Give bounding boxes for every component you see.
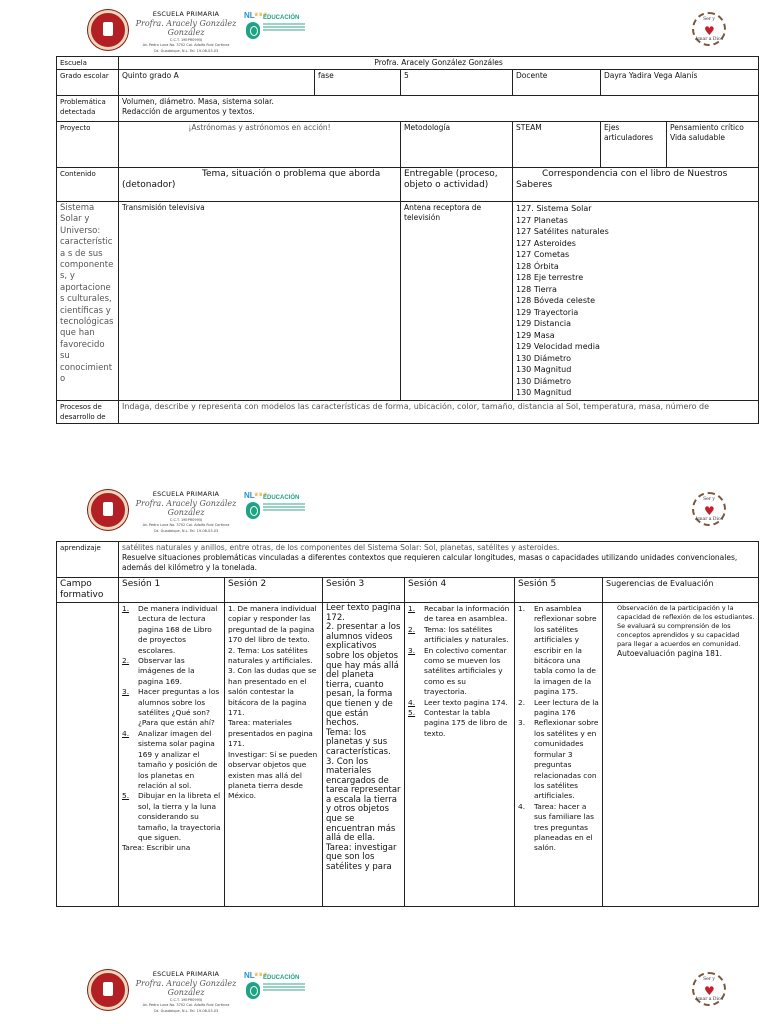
list-item: Tarea: materiales presentados en pagina 171. [228,718,313,749]
heart-icon: ♥ [704,24,715,38]
school-seal-icon [88,490,128,530]
nl-education-logo: NL ♛♛♛ EDUCACIÓN [244,971,308,1003]
entregable-header: Entregable (proceso, objeto o actividad) [401,168,513,202]
list-item: 5. Dibujar en la libreta el sol, la tierra y la luna considerando su tamaño, la trayectoria que siguen. [122,791,221,842]
school-letterhead: ESCUELA PRIMARIA Profra. Aracely González González C.C.T. 19EPR0995J Av. Pedro Luna No. 3702 Col. Adolfo Ruiz Cortinez Cd. Guadalupe, N.L. Tel. 19-08-03-03 [135,970,237,1013]
list-item: 129 Distancia [516,319,571,328]
list-item: 2. Leer lectura de la pagina 176 [518,697,599,718]
proyecto-value: ¡Astrónomas y astrónomos en acción! [119,122,401,168]
ser-amar-badge-icon: Ser y ♥ Amar a Dios [692,972,726,1006]
contenido-value: Sistema Solar y Universo: característica s de sus componente s, y aportaciones culturales, científicas y tecnológicas que han favorecido su conocimient o [57,202,119,401]
list-item: Tema: los planetas y sus características. [326,727,391,757]
list-item: 2. Tema: Los satélites naturales y artificiales. [228,645,313,666]
list-item: Leer texto pagina 172. [326,603,401,623]
metodologia-value: STEAM [513,122,601,168]
list-item: 3. Con los materiales encargados de tarea representar a escala la tierra y otros objetos que se encuentran más allá de ella. [326,756,401,844]
campo-formativo-value [57,603,119,907]
list-item: 128 Eje terrestre [516,273,584,282]
list-item: 130 Magnitud [516,388,572,397]
planning-table [56,56,759,424]
metodologia-label: Metodología [401,122,513,168]
ser-amar-badge-icon: Ser y ♥ Amar a Dios [692,492,726,526]
list-item: 129 Trayectoria [516,307,579,317]
escuela-label: Escuela [57,57,119,70]
school-city: Cd. Guadalupe, N.L. Tel. 19-08-03-03 [153,48,219,53]
list-item: 4. Leer texto pagina 174. [408,697,508,707]
fase-value: 5 [401,70,513,96]
list-item: Investigar: Sí se pueden observar objetos que existen mas allá del planeta tierra desde México. [228,749,318,801]
list-item: 127 Satélites naturales [516,227,609,236]
docente-value: Dayra Yadira Vega Alanís [601,70,759,96]
list-item: 3. En colectivo comentar como se mueven los satélites artificiales y como es su trayectoria. [408,645,507,697]
education-drop-icon [246,22,260,39]
document-page-3 [0,960,768,1024]
school-seal-icon [88,970,128,1010]
procesos-value: Indaga, describe y representa con modelos las características de forma, ubicación, color, tamaño, distancia al Sol, temperatura, masa, número de [119,400,759,423]
docente-label: Docente [513,70,601,96]
nl-education-logo: NL ♛♛♛ EDUCACIÓN [244,11,308,43]
list-item: 130 Diámetro [516,353,571,363]
list-item: 3. Reflexionar sobre los satélites y en comunidades formular 3 preguntas relacionadas con los satélites artificiales. [518,718,599,801]
list-item: 4. Analizar imagen del sistema solar pagina 169 y analizar el tamaño y posición de los planetas en relación al sol. [122,728,218,790]
list-item: 2. presentar a los alumnos videos explicativos sobre los objetos que hay más allá del planeta tierra, cuanto pesan, la forma que tienen y de que están hechos. [326,622,401,729]
crown-icon: ♛♛♛ [254,12,268,18]
fase-label: fase [315,70,401,96]
list-item: 127 Planetas [516,215,568,225]
sesion-1-content: 1. De manera individual Lectura de lectura pagina 168 de Libro de proyectos escolares. 2. Observar las imágenes de la pagina 169. 3. Hacer preguntas a los alumnos sobre los satélites ¿Qué son? ¿Para que están ahí? 4. Analizar imagen del sistema solar pagina 169 y analizar el tamaño y posición de los planetas en relación al sol. 5. Dibujar en la libreta el sol, la tierra y la luna considerando su tamaño, la trayectoria que siguen. Tarea: Escribir una [119,603,225,907]
list-item: 127 Asteroides [516,238,576,248]
entregable-value: Antena receptora de televisión [401,202,513,401]
problematica-value: Volumen, diámetro. Masa, sistema solar. Redacción de argumentos y textos. [119,96,759,122]
list-item: Tarea: investigar que son los satélites y para [326,842,397,873]
sessions-table [56,541,759,907]
tema-header: Tema, situación o problema que aborda (detonador) [119,168,401,202]
list-item: 1. Recabar la información de tarea en asamblea. [408,604,510,624]
school-director: Profra. Aracely González González [135,19,237,37]
sesion-2-header: Sesión 2 [225,578,323,603]
sesion-5-content [515,603,603,907]
sesion-2-content [225,603,323,907]
sesion-4-content [405,603,515,907]
school-seal-icon [88,10,128,50]
sesion-4-header: Sesión 4 [405,578,515,603]
list-item: 1. De manera individual Lectura de lectura pagina 168 de Libro de proyectos escolares. [122,604,218,655]
list-item: 130 Magnitud [516,365,572,374]
list-item: 2. Tema: los satélites artificiales y naturales. [408,624,509,645]
list-item: 129 Masa [516,330,555,340]
list-item: 3. Con las dudas que se han presentado en el salón contestar la bitácora de la pagina 171. [228,666,317,718]
education-drop-icon [246,982,260,999]
sugerencias-content: Observación de la participación y la capacidad de reflexión de los estudiantes. Se evaluará su comprensión de los conceptos aprendidos y su capacidad para llegar a acuerdos en comunidad. Autoevaluación pagina 181. [603,603,759,907]
grado-label: Grado escolar [57,70,119,96]
list-item: 1. De manera individual copiar y responder las preguntad de la pagina 170 del libro de texto. [228,604,317,645]
list-item: 128 Tierra [516,284,557,294]
list-item: 5. Contestar la tabla pagina 175 de libro de texto. [408,708,508,738]
tema-value: Transmisión televisiva [119,202,401,401]
document-page-1 [0,0,768,440]
list-item: 3. Hacer preguntas a los alumnos sobre los satélites ¿Qué son? ¿Para que están ahí? [122,687,220,728]
list-item: 128 Órbita [516,261,559,271]
heart-icon: ♥ [704,504,715,518]
aprendizaje-label: aprendizaje [57,542,119,578]
contenido-label: Contenido [57,168,119,202]
campo-formativo-header: Campo formativo [57,578,119,603]
heart-icon: ♥ [704,984,715,998]
document-page-2 [0,480,768,920]
sesion-1-header: Sesión 1 [119,578,225,603]
page-header [0,0,768,56]
crown-icon: ♛♛♛ [254,492,268,498]
grado-value: Quinto grado A [119,70,315,96]
list-item: 128 Bóveda celeste [516,296,596,305]
school-address: Av. Pedro Luna No. 3702 Col. Adolfo Ruiz Cortinez [142,43,230,48]
sesion-5-header: Sesión 5 [515,578,603,603]
sesion-3-content [323,603,405,907]
crown-icon: ♛♛♛ [254,972,268,978]
list-item: 1. En asamblea reflexionar sobre los satélites artificiales y escribir en la bitácora una tabla como la de la imagen de la pagina 175. [518,604,597,697]
page-header [0,960,768,1016]
nl-education-logo: NL ♛♛♛ EDUCACIÓN [244,491,308,523]
aprendizaje-value: satélites naturales y anillos, entre otras, de los componentes del Sistema Solar: Sol, planetas, satélites y asteroides. Resuelve situaciones problemáticas vinculadas a diferentes contextos que requieren calcular longitudes, masas o capacidades utilizando unidades convencionales, además del kilómetro y la tonelada. [119,542,759,578]
school-cct: C.C.T. 19EPR0995J [169,38,203,42]
list-item: 129 Velocidad media [516,342,600,351]
school-name: ESCUELA PRIMARIA [152,10,220,18]
sesion-3-header: Sesión 3 [323,578,405,603]
list-item: 2. Observar las imágenes de la pagina 169. [122,656,195,686]
page-header [0,480,768,536]
list-item: 4. Tarea: hacer a sus familiare las tres preguntas planeadas en el salón. [518,801,594,853]
problematica-label: Problemática detectada [57,96,119,122]
proyecto-label: Proyecto [57,122,119,168]
correspondencia-header: Correspondencia con el libro de Nuestros Saberes [513,168,759,202]
school-letterhead [134,10,238,53]
ejes-label: Ejes articuladores [601,122,667,168]
procesos-label: Procesos de desarrollo de [57,400,119,423]
ejes-values: Pensamiento crítico Vida saludable [667,122,759,168]
ser-amar-badge-icon: Ser y ♥ Amar a Dios [692,12,726,46]
school-letterhead: ESCUELA PRIMARIA Profra. Aracely González González C.C.T. 19EPR0995J Av. Pedro Luna No. 3702 Col. Adolfo Ruiz Cortinez Cd. Guadalupe, N.L. Tel. 19-08-03-03 [135,490,237,533]
list-item: 130 Diámetro [516,376,571,386]
list-item: 127 Cometas [516,250,570,259]
education-drop-icon [246,502,260,519]
list-item: 127. Sistema Solar [516,204,592,213]
correspondencia-list [513,202,759,401]
sugerencias-header: Sugerencias de Evaluación [603,578,759,603]
escuela-value: Profra. Aracely González Gonzáles [119,57,759,70]
